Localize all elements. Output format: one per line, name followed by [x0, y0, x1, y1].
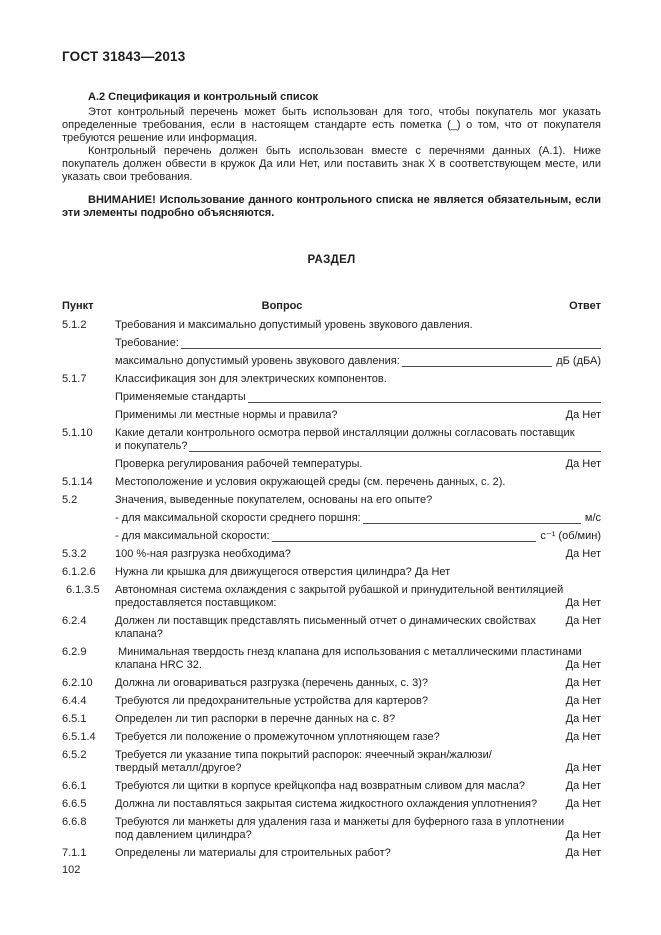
row-question-cell — [115, 646, 601, 672]
answer-da-net: Да Нет — [565, 615, 601, 627]
question-text: максимально допустимый уровень звукового давления: — [115, 355, 400, 367]
answer-da-net: Да Нет — [565, 829, 601, 841]
question-line — [115, 440, 601, 453]
question-text: Требование: — [115, 337, 179, 349]
unit-label: м/с — [584, 512, 601, 524]
answer-da-net: Да Нет — [565, 458, 601, 470]
page-content — [62, 50, 601, 877]
question-text: Классификация зон для электрических компонентов. — [115, 373, 387, 385]
question-line — [115, 512, 601, 525]
row-question-cell — [115, 816, 601, 842]
question-text: Требования и максимально допустимый уровень звукового давления. — [115, 319, 473, 331]
question-text: Требуются ли предохранительные устройства для картеров? — [115, 695, 428, 707]
intro-paragraph: Этот контрольный перечень может быть использован для того, чтобы покупатель мог указать определенные требования, если в настоящем стандарте есть пометка (_) о том, что от покупателя требуются решение или информация. — [62, 106, 601, 144]
question-text: - для максимальной скорости среднего поршня: — [115, 512, 361, 524]
answer-da-net: Да Нет — [565, 847, 601, 859]
question-text: Должен ли поставщик представлять письменный отчет о динамических свойствах клапана? — [115, 615, 539, 640]
question-text: Должна ли поставляться закрытая система жидкостного охлаждения уплотнения? — [115, 798, 538, 810]
blank-fill-line — [363, 523, 581, 524]
table-row — [62, 427, 601, 471]
doc-number: ГОСТ 31843—2013 — [62, 49, 186, 64]
question-text: твердый металл/другое? — [115, 762, 242, 774]
table-row — [62, 847, 601, 860]
row-question-cell — [115, 584, 601, 610]
question-line — [115, 659, 601, 672]
row-item-number: 5.3.2 — [62, 548, 87, 560]
answer-da-net: Да Нет — [565, 409, 601, 421]
row-item-number: 5.1.10 — [62, 427, 93, 439]
question-text: Требуются ли манжеты для удаления газа и манжеты для буферного газа в уплотнении — [115, 816, 565, 828]
table-row — [62, 816, 601, 842]
question-line — [115, 548, 601, 561]
question-line — [115, 458, 601, 471]
answer-da-net: Да Нет — [565, 695, 601, 707]
answer-da-net: Да Нет — [565, 713, 601, 725]
question-line — [115, 494, 601, 507]
question-text: Проверка регулирования рабочей температуры. — [115, 458, 363, 470]
row-item-number: 6.5.1.4 — [62, 731, 96, 743]
table-row — [62, 615, 601, 641]
question-line — [115, 816, 601, 829]
question-line — [115, 762, 601, 775]
row-item-number: 6.2.9 — [62, 646, 87, 658]
row-item-number: 6.5.1 — [62, 713, 87, 725]
question-line — [115, 615, 601, 641]
row-question-cell — [115, 548, 601, 561]
question-text: Требуется ли положение о промежуточном уплотняющем газе? — [115, 731, 440, 743]
question-line — [115, 584, 601, 597]
blank-fill-line — [402, 366, 552, 367]
question-text: предоставляется поставщиком: — [115, 597, 277, 609]
question-text: Местоположение и условия окружающей среды (см. перечень данных, с. 2). — [115, 476, 506, 488]
question-text: 100 %-ная разгрузка необходима? — [115, 548, 291, 560]
row-question-cell — [115, 749, 601, 775]
row-item-number: 6.1.3.5 — [66, 584, 100, 596]
row-question-cell — [115, 798, 601, 811]
row-item-number: 6.2.4 — [62, 615, 87, 627]
question-text: клапана HRC 32. — [115, 659, 202, 671]
table-row — [62, 713, 601, 726]
question-line — [115, 677, 601, 690]
row-item-number: 6.2.10 — [62, 677, 93, 689]
row-question-cell — [115, 427, 601, 471]
table-row — [62, 731, 601, 744]
table-row — [62, 494, 601, 543]
answer-da-net: Да Нет — [565, 731, 601, 743]
question-text: Требуются ли щитки в корпусе крейцкопфа над возвратным сливом для масла? — [115, 780, 525, 792]
table-row — [62, 677, 601, 690]
column-header-item: Пункт — [62, 300, 94, 312]
question-line — [115, 829, 601, 842]
question-text: Автономная система охлаждения с закрытой рубашкой и принудительной вентиляцией — [115, 584, 564, 596]
row-question-cell — [115, 494, 601, 543]
intro-paragraph: Контрольный перечень должен быть использован вместе с перечнями данных (А.1). Ниже покупатель должен обвести в кружок Да или Нет, или поставить знак Х в соответствующем месте, или указать свои требования. — [62, 145, 601, 183]
row-question-cell — [115, 319, 601, 368]
question-line — [115, 355, 601, 368]
answer-da-net: Да Нет — [565, 597, 601, 609]
table-row — [62, 476, 601, 489]
question-text: Требуется ли указание типа покрытий распорок: ячеечный экран/жалюзи/ — [115, 749, 492, 761]
row-question-cell — [115, 566, 601, 579]
unit-label: с⁻¹ (об/мин) — [540, 530, 601, 542]
answer-da-net: Да Нет — [565, 548, 601, 560]
question-text: Нужна ли крышка для движущегося отверстия цилиндра? Да Нет — [115, 566, 451, 578]
row-question-cell — [115, 677, 601, 690]
row-question-cell — [115, 695, 601, 708]
row-item-number: 6.6.8 — [62, 816, 87, 828]
question-line — [115, 566, 601, 579]
row-item-number: 6.6.1 — [62, 780, 87, 792]
table-row — [62, 749, 601, 775]
section-a2-heading: А.2 Спецификация и контрольный список — [88, 91, 318, 103]
answer-da-net: Да Нет — [565, 798, 601, 810]
answer-da-net: Да Нет — [565, 780, 601, 792]
row-item-number: 5.2 — [62, 494, 78, 506]
column-header-question: Вопрос — [261, 300, 303, 312]
question-line — [115, 780, 601, 793]
column-header-answer: Ответ — [569, 300, 601, 312]
question-line — [115, 597, 601, 610]
page-number: 102 — [62, 864, 81, 876]
question-line — [115, 530, 601, 543]
question-line — [115, 391, 601, 404]
table-row — [62, 319, 601, 368]
row-item-number: 6.5.2 — [62, 749, 87, 761]
blank-fill-line — [189, 451, 601, 452]
question-text: Минимальная твердость гнезд клапана для использования с металлическими пластинами — [118, 646, 582, 658]
question-text: Определены ли материалы для строительных работ? — [115, 847, 391, 859]
checklist-rows — [62, 319, 601, 860]
question-line — [115, 476, 601, 489]
question-text: Какие детали контрольного осмотра первой инсталляции должны согласовать поставщик — [115, 427, 575, 439]
table-row — [62, 584, 601, 610]
blank-fill-line — [181, 348, 601, 349]
table-row — [62, 780, 601, 793]
question-text: Применимы ли местные нормы и правила? — [115, 409, 338, 421]
question-line — [115, 695, 601, 708]
question-line — [115, 409, 601, 422]
row-item-number: 7.1.1 — [62, 847, 87, 859]
table-row — [62, 798, 601, 811]
question-line — [115, 373, 601, 386]
question-text: Применяемые стандарты — [115, 391, 246, 403]
table-row — [62, 373, 601, 422]
row-item-number: 6.1.2.6 — [62, 566, 96, 578]
row-question-cell — [115, 713, 601, 726]
question-line — [115, 337, 601, 350]
question-line — [115, 427, 601, 440]
row-question-cell — [115, 615, 601, 641]
question-text: Значения, выведенные покупателем, основаны на его опыте? — [115, 494, 433, 506]
question-text: Должна ли оговариваться разгрузка (перечень данных, с. 3)? — [115, 677, 429, 689]
intro-paragraphs — [62, 106, 601, 184]
question-line — [115, 847, 601, 860]
unit-label: дБ (дБА) — [556, 355, 601, 367]
question-text: под давлением цилиндра? — [115, 829, 252, 841]
table-header — [62, 300, 601, 313]
table-row — [62, 548, 601, 561]
table-row — [62, 646, 601, 672]
blank-fill-line — [248, 402, 601, 403]
question-text: и покупатель? — [115, 440, 188, 452]
table-row — [62, 695, 601, 708]
answer-da-net: Да Нет — [565, 659, 601, 671]
row-item-number: 5.1.14 — [62, 476, 93, 488]
row-item-number: 5.1.7 — [62, 373, 87, 385]
question-line — [115, 319, 601, 332]
answer-da-net: Да Нет — [565, 762, 601, 774]
answer-da-net: Да Нет — [565, 677, 601, 689]
question-line — [115, 731, 601, 744]
row-item-number: 5.1.2 — [62, 319, 87, 331]
razdel-heading: РАЗДЕЛ — [307, 254, 356, 266]
blank-fill-line — [272, 541, 537, 542]
row-item-number: 6.6.5 — [62, 798, 87, 810]
question-line — [115, 713, 601, 726]
row-question-cell — [115, 780, 601, 793]
row-question-cell — [115, 731, 601, 744]
question-line — [115, 798, 601, 811]
warning-paragraph: ВНИМАНИЕ! Использование данного контрольного списка не является обязательным, если эти элементы подробно объясняются. — [62, 194, 601, 219]
question-line — [115, 749, 601, 762]
table-row — [62, 566, 601, 579]
question-line — [115, 646, 601, 659]
row-question-cell — [115, 476, 601, 489]
question-text: - для максимальной скорости: — [115, 530, 270, 542]
row-question-cell — [115, 847, 601, 860]
question-text: Определен ли тип распорки в перечне данных на с. 8? — [115, 713, 396, 725]
row-item-number: 6.4.4 — [62, 695, 87, 707]
row-question-cell — [115, 373, 601, 422]
